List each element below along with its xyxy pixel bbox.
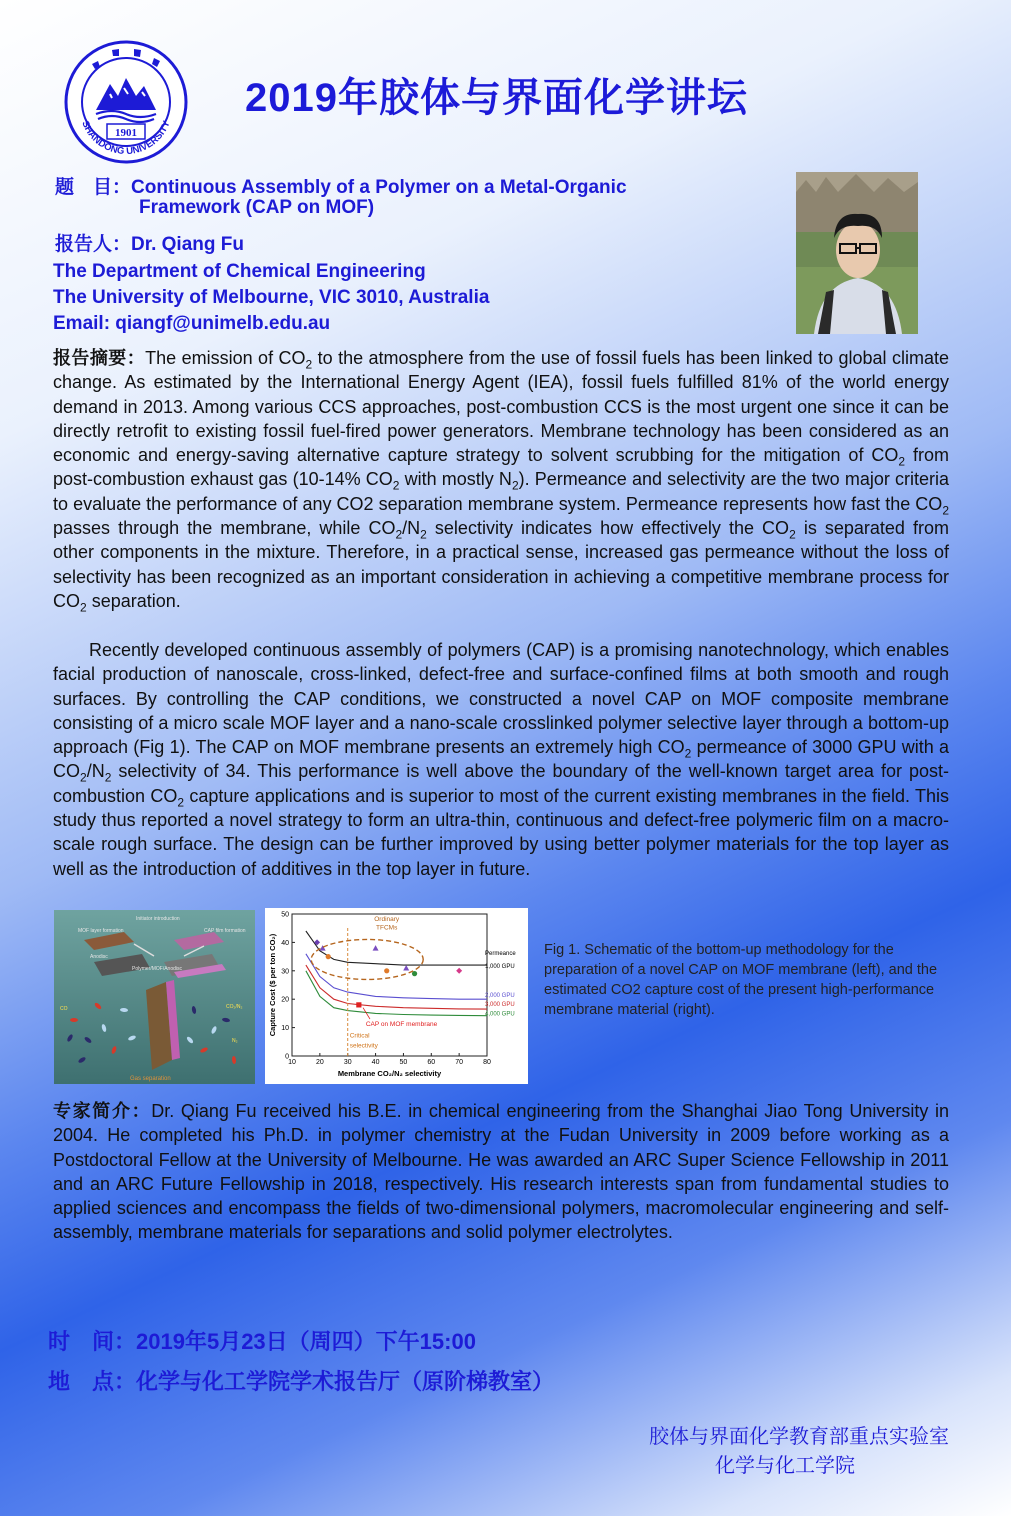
text-run: The emission of CO	[145, 348, 306, 368]
y-tick-label: 30	[281, 968, 289, 976]
text-run: permeance of 3000 GPU with a CO	[53, 737, 949, 782]
speaker-email[interactable]: Email: qiangf@unimelb.edu.au	[53, 313, 331, 334]
event-place	[48, 1365, 554, 1396]
text-run: /N	[402, 518, 421, 539]
speaker-university: The University of Melbourne, VIC 3010, Australia	[53, 287, 490, 308]
critical-label: Critical	[349, 1032, 370, 1040]
schematic-label-co2n2: CO₂/N₂	[226, 1004, 243, 1010]
x-tick-label: 40	[371, 1059, 380, 1066]
subscript: 2	[942, 503, 949, 518]
talk-title-line1: Continuous Assembly of a Polymer on a Metal-Organic	[131, 177, 627, 198]
y-tick-label: 10	[281, 1025, 289, 1033]
schematic-label-co2: CO	[60, 1006, 68, 1012]
logo-ring-text: SHANDONG UNIVERSITY	[79, 119, 173, 158]
text-run: with mostly N	[399, 469, 512, 490]
subscript: 2	[395, 527, 403, 542]
bio-paragraph	[53, 1099, 949, 1245]
title-label: 题 目：	[55, 177, 132, 198]
data-point	[356, 1002, 361, 1007]
permeance-label: Permeance	[485, 950, 516, 957]
text-run: is separated from other components in the mixture. Therefore, in a practical sense, increased gas permeance without the loss of selectivity has been recognized as an important consideration in achieving a competitive membrane process for CO	[53, 518, 949, 611]
subscript: 2	[80, 600, 87, 615]
bio-label: 专家简介：	[53, 1101, 152, 1121]
x-tick-label: 30	[343, 1059, 352, 1066]
schematic-label-mof: MOF layer formation	[78, 928, 124, 934]
logo-year: 1901	[115, 127, 137, 139]
selectivity-label: selectivity	[349, 1042, 378, 1050]
place-value: 化学与化工学院学术报告厅（原阶梯教室）	[136, 1369, 555, 1394]
gas-molecule	[70, 1018, 78, 1022]
subscript: 2	[104, 771, 112, 786]
cap-mof-label: CAP on MOF membrane	[365, 1021, 438, 1029]
y-tick-label: 40	[281, 939, 289, 947]
event-time	[48, 1325, 476, 1356]
schematic-label-gas: Gas separation	[130, 1076, 171, 1082]
figure-caption: Fig 1. Schematic of the bottom-up methodology for the preparation of a novel CAP on MOF membrane (left), and the estimated CO2 capture cost of the present high-performance membrane material (right).	[544, 942, 938, 1018]
data-point	[384, 968, 389, 973]
y-tick-label: 50	[281, 911, 289, 919]
speaker-department: The Department of Chemical Engineering	[53, 261, 426, 282]
schematic-label-cap: CAP film formation	[204, 928, 246, 934]
text-run: separation.	[86, 590, 181, 611]
capture-cost-chart	[265, 908, 528, 1084]
ordinary-label: Ordinary	[374, 916, 400, 924]
y-tick-label: 0	[285, 1053, 289, 1061]
chart-y-axis-label: Capture Cost ($ per ton CO₂)	[268, 933, 277, 1037]
cap-mof-schematic	[54, 910, 255, 1084]
chart-x-axis-label: Membrane CO₂/N₂ selectivity	[337, 1069, 442, 1078]
speaker-name: Dr. Qiang Fu	[131, 234, 244, 255]
legend-1000-gpu: 1,000 GPU	[485, 963, 515, 970]
y-tick-label: 20	[281, 996, 289, 1004]
schematic-label-n2: N₂	[232, 1038, 238, 1044]
subscript: 2	[80, 771, 87, 786]
x-tick-label: 10	[288, 1059, 296, 1066]
time-value: 2019年5月23日（周四）下午15:00	[136, 1329, 476, 1354]
organizer-school: 化学与化工学院	[715, 1455, 855, 1477]
abstract-paragraph-1	[53, 346, 949, 613]
time-label: 时 间：	[48, 1329, 137, 1354]
subscript: 2	[898, 454, 906, 469]
abstract-paragraph-2	[53, 638, 949, 881]
university-logo	[62, 38, 190, 166]
data-point	[326, 954, 331, 959]
x-tick-label: 70	[455, 1059, 464, 1066]
x-tick-label: 60	[427, 1059, 436, 1066]
subscript: 2	[684, 746, 692, 761]
talk-title-row	[55, 172, 627, 199]
place-label: 地 点：	[48, 1369, 137, 1394]
text-run: /N	[86, 761, 105, 782]
text-run: selectivity indicates how effectively the CO	[426, 518, 790, 539]
bio-text: Dr. Qiang Fu received his B.E. in chemical engineering from the Shanghai Jiao Tong University in 2004. He completed his Ph.D. in polymer chemistry at the Fudan University in 2009 before working as a Postdoctoral Fellow at the University of Melbourne. He was awarded an ARC Super Science Fellowship in 2011 and an ARC Future Fellowship in 2018, respectively. His research interests span from fundamental studies to applied sciences and encompass the fields of two-dimensional polymers, macromolecular engineering and self-assembly, membrane materials for separations and solid polymer electrolytes.	[53, 1101, 949, 1243]
talk-title-line2: Framework (CAP on MOF)	[139, 197, 375, 218]
organizer-lab: 胶体与界面化学教育部重点实验室	[649, 1426, 949, 1448]
text-run: Recently developed continuous assembly of polymers (CAP) is a promising nanotechnology, which enables facial production of nanoscale, cross-linked, defect-free and surface-confined films at both smooth and rough surfaces. By controlling the CAP conditions, we constructed a novel CAP on MOF composite membrane consisting of a micro scale MOF layer and a nano-scale crosslinked polymer selective layer through a bottom-up approach (Fig 1). The CAP on MOF membrane presents an extremely high CO	[53, 640, 949, 758]
tfcms-label: TFCMs	[376, 924, 398, 932]
subscript: 2	[177, 795, 185, 810]
schematic-label-polymer: Polymer/MOF/Anodisc	[132, 966, 183, 972]
subscript: 2	[392, 479, 400, 494]
speaker-row	[55, 229, 244, 256]
abstract-label: 报告摘要：	[53, 348, 146, 368]
subscript: 2	[511, 479, 519, 494]
page-title: 2019年胶体与界面化学讲坛	[245, 76, 748, 120]
speaker-photo	[796, 172, 918, 334]
text-run: from post-combustion exhaust gas (10-14% CO	[53, 445, 949, 490]
speaker-label: 报告人：	[55, 234, 132, 255]
x-tick-label: 50	[399, 1059, 408, 1066]
text-run: passes through the membrane, while CO	[53, 518, 396, 539]
x-tick-label: 80	[483, 1059, 491, 1066]
legend-2000-gpu: 2,000 GPU	[485, 992, 515, 999]
text-run: selectivity of 34. This performance is well above the boundary of the well-known target area for post-combustion CO	[53, 761, 949, 806]
text-run: ). Permeance and selectivity are the two major criteria to evaluate the performance of any CO2 separation membrane system. Permeance represents how fast the CO	[53, 469, 949, 514]
subscript: 2	[789, 527, 796, 542]
schematic-label-initiator: Initiator introduction	[136, 916, 180, 922]
schematic-label-anodisc: Anodisc	[90, 954, 108, 960]
legend-4000-gpu: 4,000 GPU	[485, 1011, 515, 1018]
text-run: capture applications and is superior to most of the current existing membranes in the field. This study thus reported a novel strategy to form an ultra-thin, continuous and defect-free polymeric film on a macro-scale rough surface. The design can be further improved by using better polymer materials for the top layer as well as the introduction of additives in the top layer in future.	[53, 785, 949, 879]
text-run: to the atmosphere from the use of fossil fuels has been linked to global climate change. As estimated by the International Energy Agent (IEA), fossil fuels fulfilled 81% of the world energy demand in 2013. Among various CCS approaches, post-combustion CCS is the most urgent one since it can be directly retrofit to existing fossil fuel-fired power generators. Membrane technology has been considered as an economic and energy-saving alternative capture strategy to solvent scrubbing for the mitigation of CO	[53, 348, 950, 466]
abstract-p1-text	[53, 348, 950, 615]
x-tick-label: 20	[315, 1059, 324, 1066]
subscript: 2	[305, 357, 313, 372]
subscript: 2	[420, 527, 427, 542]
legend-3000-gpu: 3,000 GPU	[485, 1002, 515, 1009]
